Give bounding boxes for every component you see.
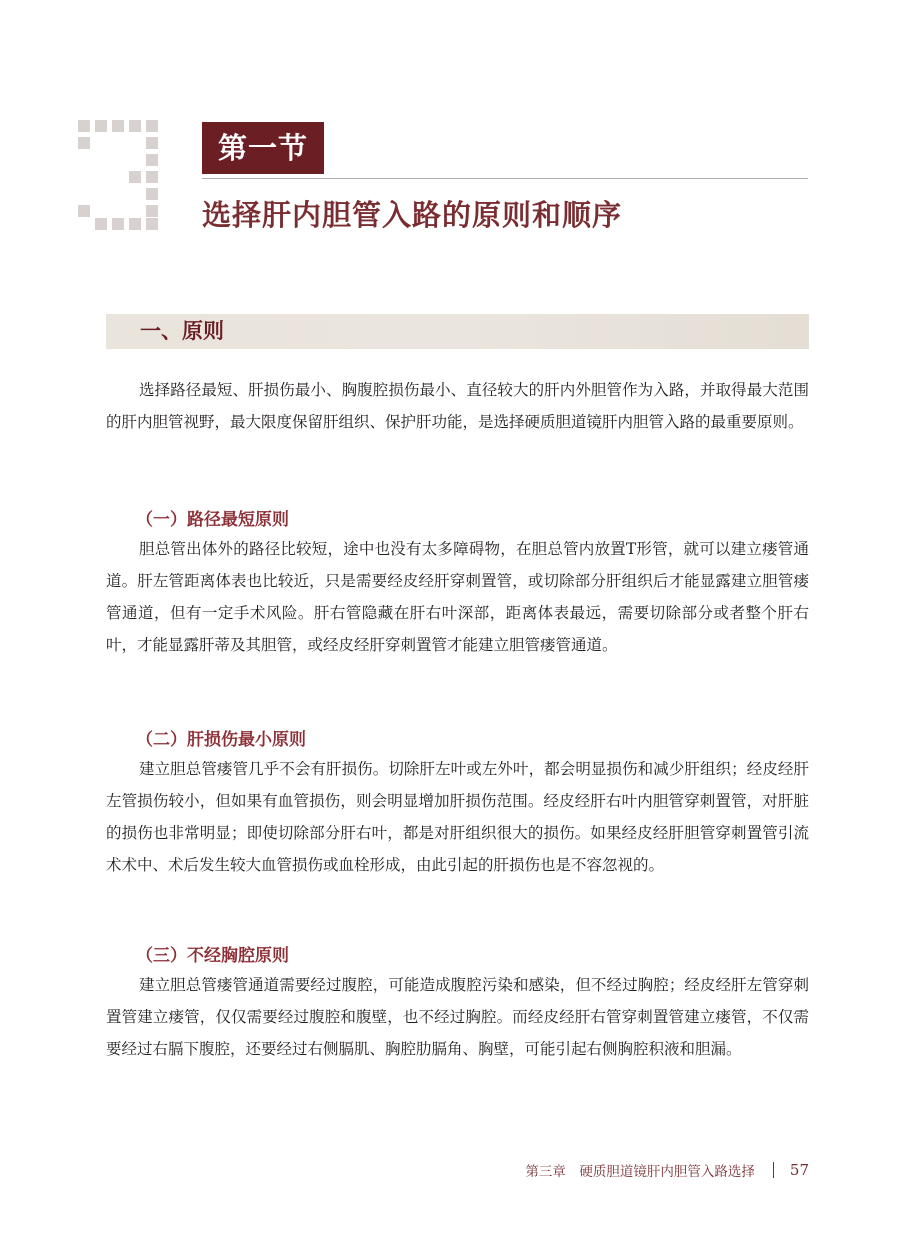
title-divider — [202, 178, 808, 179]
subsection-body-no-thoracic: 建立胆总管瘘管通道需要经过腹腔，可能造成腹腔污染和感染，但不经过胸腔；经皮经肝左管穿刺置管建立瘘管，仅仅需要经过腹腔和腹壁，也不经过胸腔。而经皮经肝右管穿刺置管建立瘘管，不仅需要经过右膈下腹腔，还要经过右侧膈肌、胸腔肋膈角、胸壁，可能引起右侧胸腔积液和胆漏。 — [106, 976, 809, 1058]
intro-paragraph: 选择路径最短、肝损伤最小、胸腹腔损伤最小、直径较大的肝内外胆管作为入路，并取得最大范围的肝内胆管视野，最大限度保留肝组织、保护肝功能，是选择硬质胆道镜肝内胆管入路的最重要原则。 — [106, 381, 809, 431]
subsection-title-shortest-path: （一）路径最短原则 — [136, 510, 289, 530]
subsection-body-shortest-path: 胆总管出体外的路径比较短，途中也没有太多障碍物，在胆总管内放置T形管，就可以建立瘘管通道。肝左管距离体表也比较近，只是需要经皮经肝穿刺置管，或切除部分肝组织后才能显露建立胆管瘘管通道，但有一定手术风险。肝右管隐藏在肝右叶深部，距离体表最远，需要切除部分或者整个肝右叶，才能显露肝蒂及其胆管，或经皮经肝穿刺置管才能建立胆管瘘管通道。 — [106, 540, 809, 654]
subsection-body-min-liver-injury: 建立胆总管瘘管几乎不会有肝损伤。切除肝左叶或左外叶，都会明显损伤和减少肝组织；经皮经肝左管损伤较小，但如果有血管损伤，则会明显增加肝损伤范围。经皮经肝右叶内胆管穿刺置管，对肝脏的损伤也非常明显；即使切除部分肝右叶，都是对肝组织很大的损伤。如果经皮经肝胆管穿刺置管引流术术中、术后发生较大血管损伤或血栓形成，由此引起的肝损伤也是不容忽视的。 — [106, 760, 809, 874]
heading-principles: 一、原则 — [140, 319, 224, 343]
page-footer — [525, 1160, 809, 1180]
footer-separator — [773, 1162, 774, 1178]
subsection-title-min-liver-injury: （二）肝损伤最小原则 — [136, 730, 306, 750]
page-number: 57 — [789, 1161, 809, 1179]
chapter-number-decoration — [78, 120, 158, 230]
footer-chapter-title: 第三章 硬质胆道镜肝内胆管入路选择 — [525, 1164, 755, 1180]
subsection-title-no-thoracic: （三）不经胸腔原则 — [136, 946, 289, 966]
section-title: 选择肝内胆管入路的原则和顺序 — [202, 198, 623, 232]
section-label: 第一节 — [202, 122, 324, 174]
